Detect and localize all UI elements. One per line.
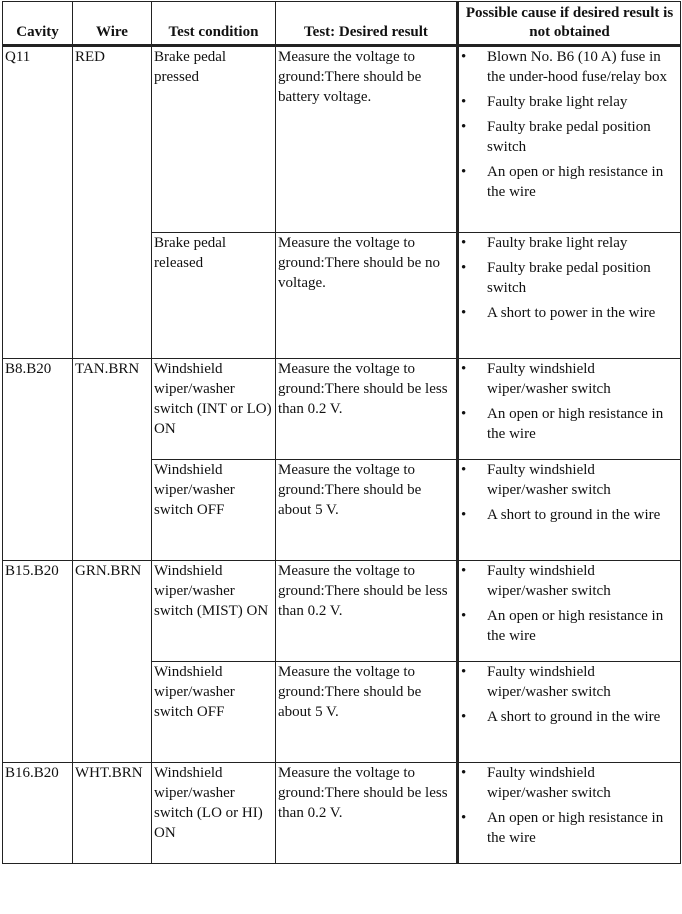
header-cavity: Cavity [3,2,73,46]
cause-item [461,404,678,444]
cause-text: Blown No. B6 (10 A) fuse in the under-hood fuse/relay box [487,49,668,85]
possible-cause-cell [458,662,681,763]
header-row [3,2,681,46]
bullet-icon: • [461,709,467,725]
cause-text: Faulty windshield wiper/washer switch [487,664,611,700]
possible-cause-cell [458,561,681,662]
possible-cause-cell [458,233,681,359]
cause-text: Faulty windshield wiper/washer switch [487,361,611,397]
cavity-cell: B15.B20 [3,561,73,763]
possible-cause-cell [458,763,681,864]
wire-cell: GRN.BRN [73,561,152,763]
desired-result-cell: Measure the voltage to ground:There should be less than 0.2 V. [276,359,458,460]
cause-text: Faulty windshield wiper/washer switch [487,765,611,801]
test-condition-cell: Brake pedal released [152,233,276,359]
table-row [3,46,681,233]
possible-cause-cell [458,46,681,233]
table-row [3,359,681,460]
wire-cell: RED [73,46,152,359]
bullet-icon: • [461,563,467,579]
desired-result-cell: Measure the voltage to ground:There should be less than 0.2 V. [276,763,458,864]
cause-item [461,258,678,298]
cause-text: Faulty brake light relay [487,94,628,110]
table-header [3,2,681,46]
cause-item [461,47,678,87]
cause-text: Faulty windshield wiper/washer switch [487,462,611,498]
header-desired-result: Test: Desired result [276,2,458,46]
header-test-condition: Test condition [152,2,276,46]
cavity-cell: B8.B20 [3,359,73,561]
cause-text: An open or high resistance in the wire [487,810,664,846]
desired-result-cell: Measure the voltage to ground:There should be about 5 V. [276,460,458,561]
cause-item [461,117,678,157]
test-condition-cell: Windshield wiper/washer switch (LO or HI) ON [152,763,276,864]
cause-item [461,606,678,646]
cause-item [461,162,678,202]
bullet-icon: • [461,164,467,180]
cause-item [461,505,678,525]
cause-list [461,233,678,323]
bullet-icon: • [461,94,467,110]
wire-cell: WHT.BRN [73,763,152,864]
bullet-icon: • [461,664,467,680]
cavity-cell: B16.B20 [3,763,73,864]
test-condition-cell: Windshield wiper/washer switch (MIST) ON [152,561,276,662]
table-row [3,561,681,662]
terminal-test-table [2,1,681,864]
cause-item [461,561,678,601]
table-body [3,46,681,864]
bullet-icon: • [461,235,467,251]
cause-text: Faulty brake pedal position switch [487,260,651,296]
bullet-icon: • [461,49,467,65]
bullet-icon: • [461,765,467,781]
cause-list [461,359,678,444]
cause-item [461,92,678,112]
cause-text: A short to ground in the wire [487,507,661,523]
cause-item [461,460,678,500]
cause-text: An open or high resistance in the wire [487,164,664,200]
cause-list [461,763,678,848]
cause-list [461,460,678,525]
bullet-icon: • [461,305,467,321]
header-possible-cause: Possible cause if desired result is not obtained [458,2,681,46]
bullet-icon: • [461,260,467,276]
bullet-icon: • [461,361,467,377]
possible-cause-cell [458,359,681,460]
desired-result-cell: Measure the voltage to ground:There should be less than 0.2 V. [276,561,458,662]
test-condition-cell: Brake pedal pressed [152,46,276,233]
wire-cell: TAN.BRN [73,359,152,561]
bullet-icon: • [461,406,467,422]
cause-item [461,662,678,702]
possible-cause-cell [458,460,681,561]
cause-item [461,233,678,253]
desired-result-cell: Measure the voltage to ground:There should be about 5 V. [276,662,458,763]
cause-item [461,707,678,727]
cause-item [461,303,678,323]
bullet-icon: • [461,810,467,826]
header-wire: Wire [73,2,152,46]
cause-text: A short to power in the wire [487,305,656,321]
desired-result-cell: Measure the voltage to ground:There should be no voltage. [276,233,458,359]
cause-text: Faulty brake light relay [487,235,628,251]
cavity-cell: Q11 [3,46,73,359]
test-condition-cell: Windshield wiper/washer switch OFF [152,460,276,561]
cause-item [461,359,678,399]
cause-text: Faulty windshield wiper/washer switch [487,563,611,599]
cause-list [461,47,678,202]
cause-list [461,561,678,646]
cause-item [461,808,678,848]
bullet-icon: • [461,608,467,624]
bullet-icon: • [461,462,467,478]
cause-text: An open or high resistance in the wire [487,608,664,644]
test-condition-cell: Windshield wiper/washer switch OFF [152,662,276,763]
test-condition-cell: Windshield wiper/washer switch (INT or LO) ON [152,359,276,460]
cause-text: Faulty brake pedal position switch [487,119,651,155]
cause-text: A short to ground in the wire [487,709,661,725]
cause-item [461,763,678,803]
cause-text: An open or high resistance in the wire [487,406,664,442]
table-row [3,763,681,864]
cause-list [461,662,678,727]
bullet-icon: • [461,507,467,523]
desired-result-cell: Measure the voltage to ground:There should be battery voltage. [276,46,458,233]
bullet-icon: • [461,119,467,135]
